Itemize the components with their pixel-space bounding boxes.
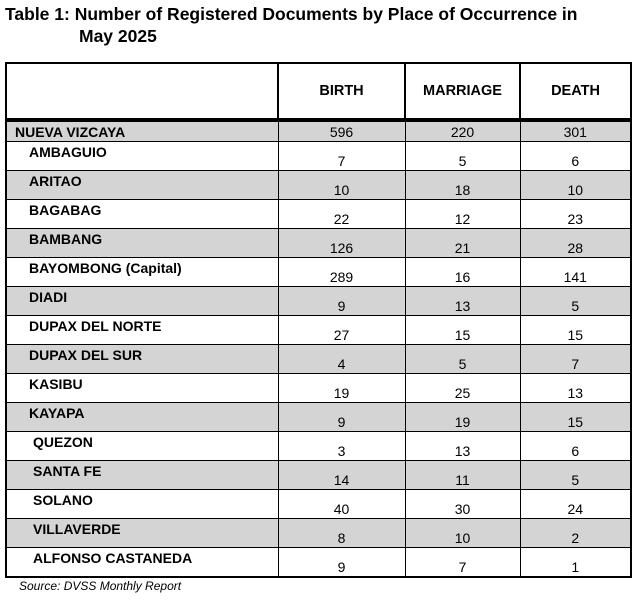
marriage-cell: 15 [405,316,520,345]
source-note: Source: DVSS Monthly Report [19,579,182,593]
birth-cell: 9 [278,287,405,316]
birth-cell: 10 [278,171,405,200]
table-row [6,403,631,432]
place-cell: BAYOMBONG (Capital) [6,258,278,287]
place-cell: NUEVA VIZCAYA [6,120,278,142]
table-row [6,374,631,403]
death-cell: 7 [520,345,631,374]
death-cell: 301 [520,120,631,142]
place-cell: KASIBU [6,374,278,403]
death-cell: 15 [520,316,631,345]
death-cell: 10 [520,171,631,200]
birth-cell: 126 [278,229,405,258]
header-marriage: MARRIAGE [405,63,520,120]
death-cell: 6 [520,142,631,171]
marriage-cell: 21 [405,229,520,258]
place-cell: DIADI [6,287,278,316]
table-title-line1: Table 1: Number of Registered Documents by Place of Occurrence in [5,4,578,24]
death-cell: 1 [520,548,631,578]
death-cell: 2 [520,519,631,548]
death-cell: 5 [520,461,631,490]
marriage-cell: 19 [405,403,520,432]
place-cell: ARITAO [6,171,278,200]
province-total-row [6,120,631,142]
table-row [6,548,631,578]
place-cell: KAYAPA [6,403,278,432]
birth-cell: 22 [278,200,405,229]
marriage-cell: 18 [405,171,520,200]
table-row [6,200,631,229]
marriage-cell: 220 [405,120,520,142]
place-cell: BAMBANG [6,229,278,258]
death-cell: 141 [520,258,631,287]
header-place [6,63,278,120]
place-cell: DUPAX DEL SUR [6,345,278,374]
death-cell: 13 [520,374,631,403]
table-row [6,258,631,287]
birth-cell: 9 [278,548,405,578]
table-row [6,461,631,490]
birth-cell: 596 [278,120,405,142]
registered-documents-table [5,62,632,578]
birth-cell: 8 [278,519,405,548]
table-title-line2: May 2025 [79,26,157,46]
marriage-cell: 13 [405,287,520,316]
place-cell: QUEZON [6,432,278,461]
death-cell: 28 [520,229,631,258]
place-cell: DUPAX DEL NORTE [6,316,278,345]
birth-cell: 14 [278,461,405,490]
death-cell: 5 [520,287,631,316]
header-birth: BIRTH [278,63,405,120]
death-cell: 15 [520,403,631,432]
marriage-cell: 30 [405,490,520,519]
marriage-cell: 5 [405,345,520,374]
birth-cell: 40 [278,490,405,519]
marriage-cell: 16 [405,258,520,287]
table-row [6,345,631,374]
birth-cell: 3 [278,432,405,461]
birth-cell: 7 [278,142,405,171]
marriage-cell: 5 [405,142,520,171]
table-row [6,229,631,258]
table-row [6,490,631,519]
death-cell: 6 [520,432,631,461]
table-row [6,432,631,461]
table-row [6,142,631,171]
table-row [6,171,631,200]
marriage-cell: 13 [405,432,520,461]
death-cell: 24 [520,490,631,519]
marriage-cell: 11 [405,461,520,490]
place-cell: ALFONSO CASTANEDA [6,548,278,578]
place-cell: VILLAVERDE [6,519,278,548]
birth-cell: 27 [278,316,405,345]
place-cell: BAGABAG [6,200,278,229]
header-row [6,63,631,120]
table-row [6,519,631,548]
marriage-cell: 12 [405,200,520,229]
table-row [6,287,631,316]
table-title [5,3,630,47]
marriage-cell: 25 [405,374,520,403]
birth-cell: 4 [278,345,405,374]
header-death: DEATH [520,63,631,120]
death-cell: 23 [520,200,631,229]
table-row [6,316,631,345]
marriage-cell: 7 [405,548,520,578]
place-cell: AMBAGUIO [6,142,278,171]
birth-cell: 19 [278,374,405,403]
place-cell: SOLANO [6,490,278,519]
marriage-cell: 10 [405,519,520,548]
birth-cell: 289 [278,258,405,287]
birth-cell: 9 [278,403,405,432]
table-body [6,120,631,577]
place-cell: SANTA FE [6,461,278,490]
